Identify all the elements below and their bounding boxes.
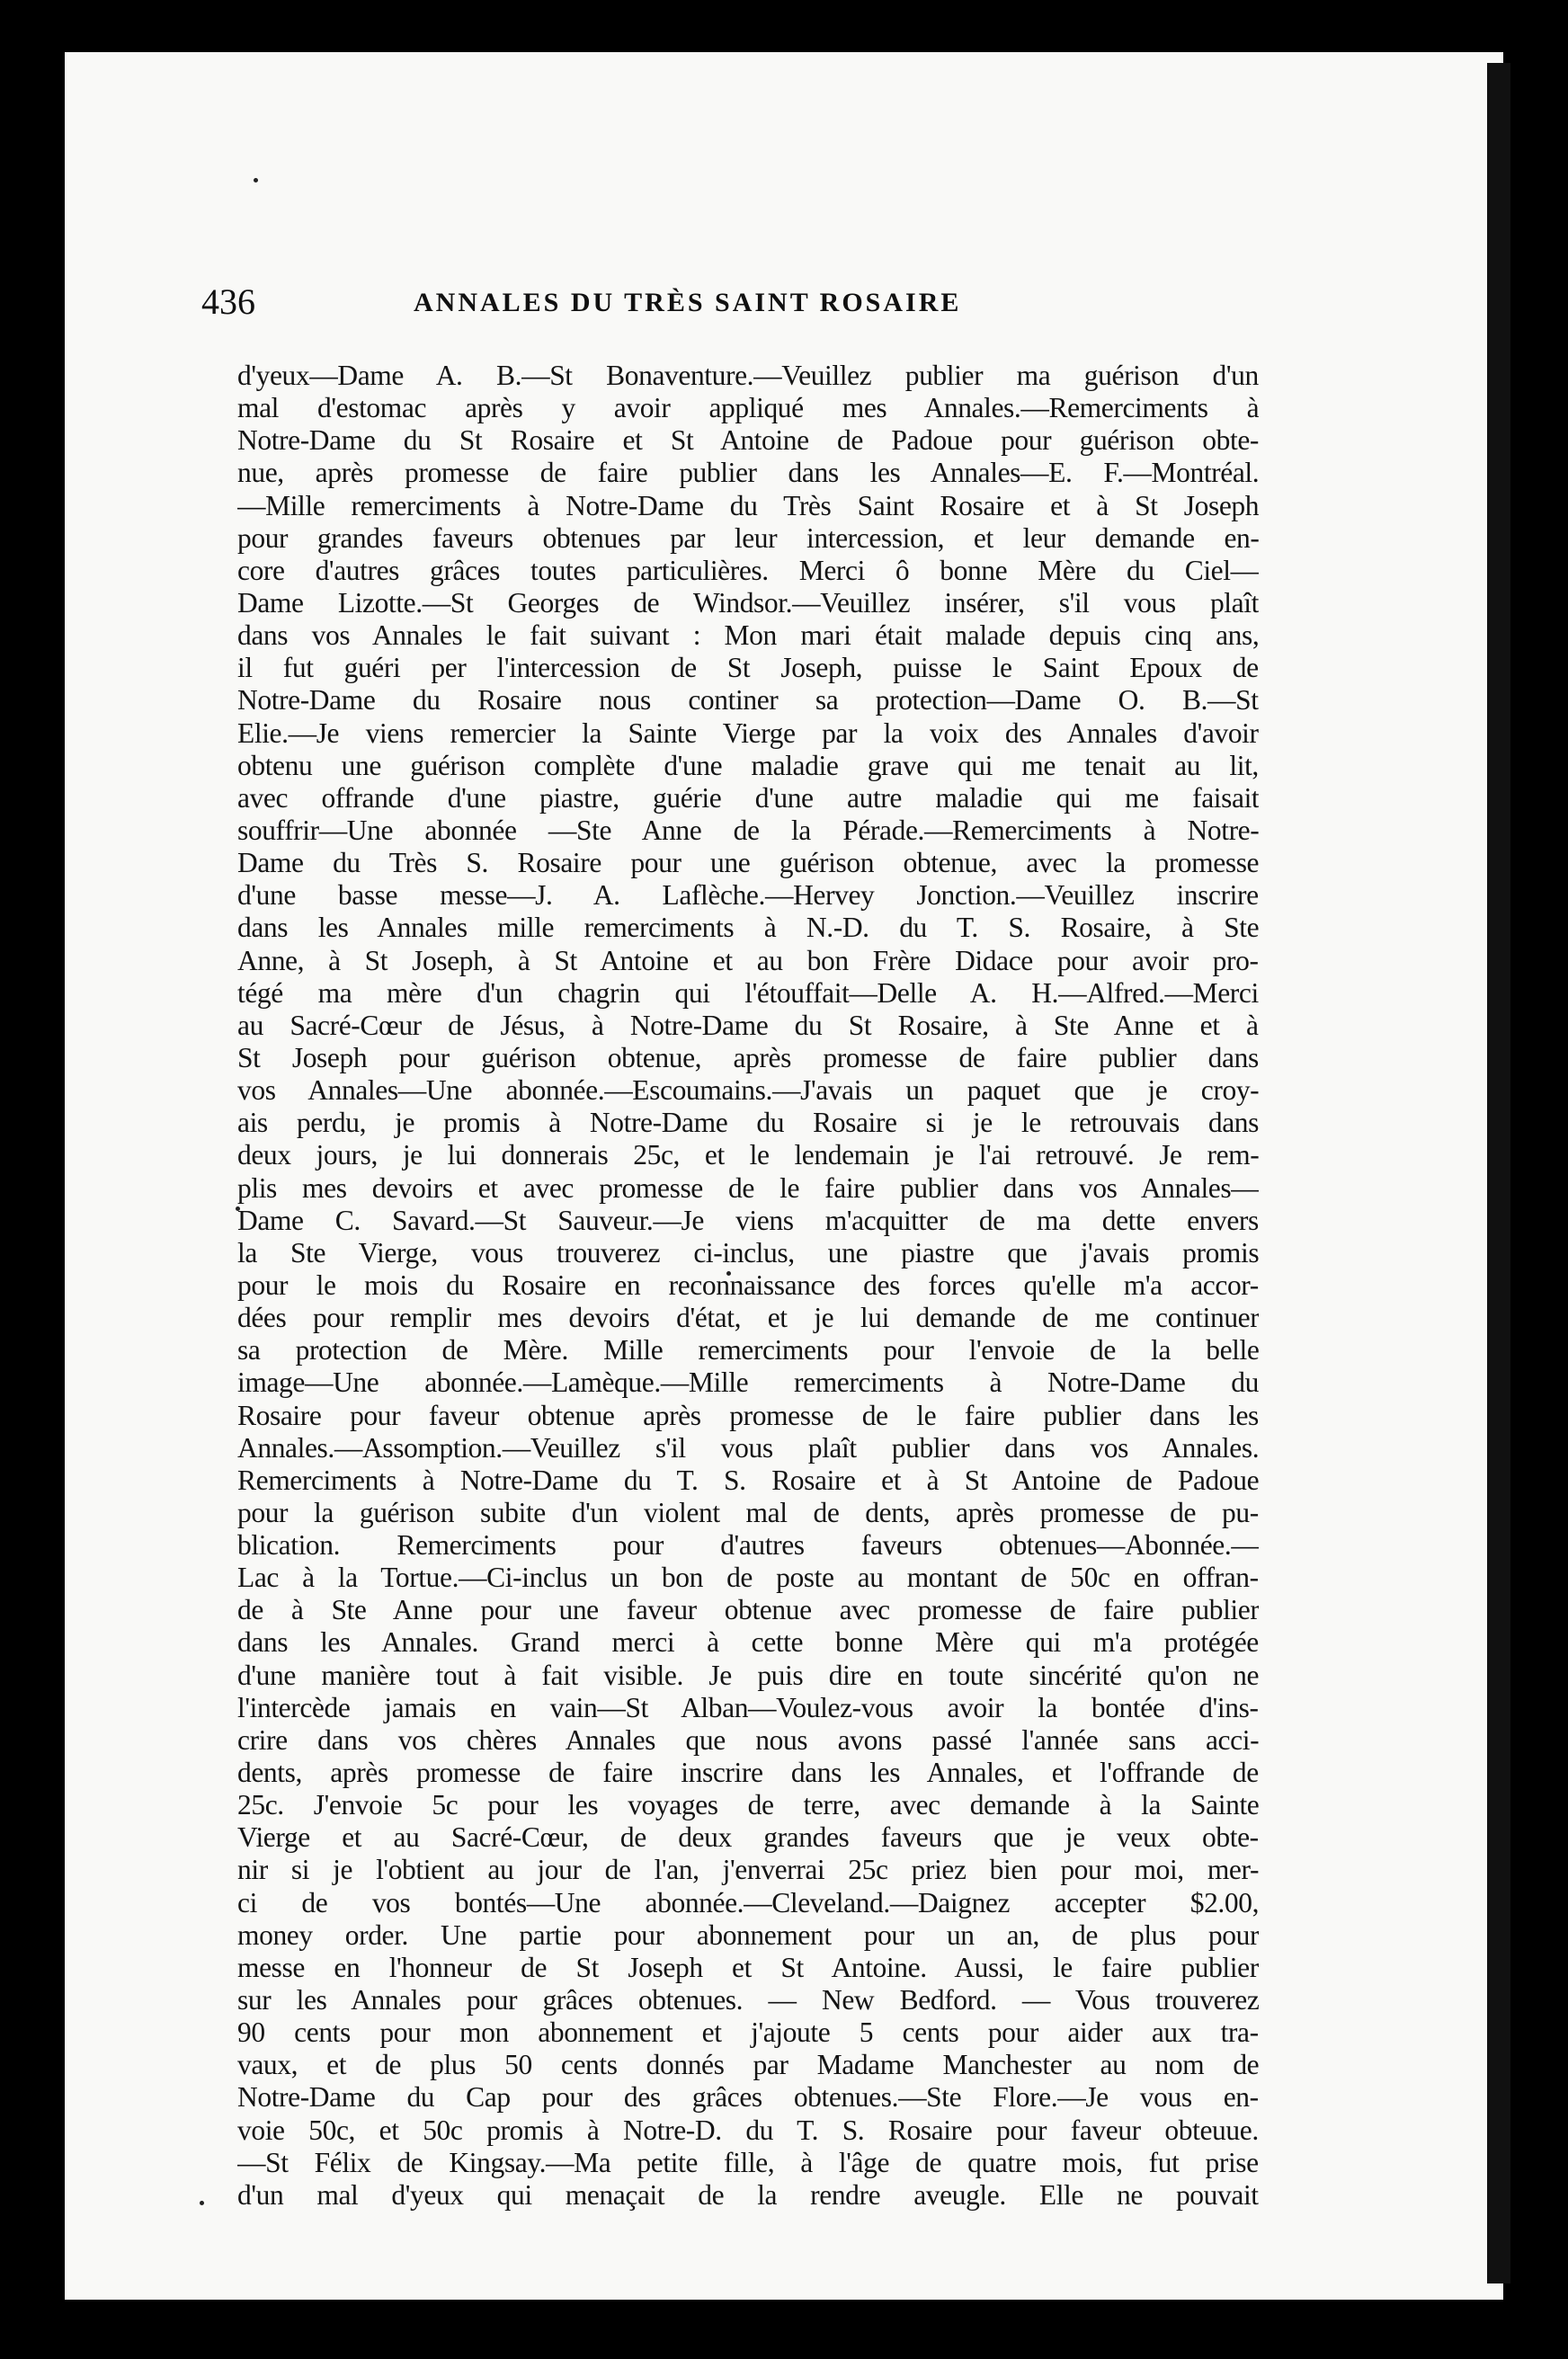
text-line: Lac à la Tortue.—Ci-inclus un bon de poste au montant de 50c en offran- [237, 1562, 1259, 1594]
text-line: dées pour remplir mes devoirs d'état, et je lui demande de me continuer [237, 1302, 1259, 1334]
text-line: —Mille remerciments à Notre-Dame du Très Saint Rosaire et à St Joseph [237, 489, 1259, 521]
text-line: Dame du Très S. Rosaire pour une guérison obtenue, avec la promesse [237, 847, 1259, 879]
text-line: Notre-Dame du Rosaire nous continer sa protection—Dame O. B.—St [237, 684, 1259, 717]
text-line: nue, après promesse de faire publier dans les Annales—E. F.—Montréal. [237, 457, 1259, 489]
text-line: avec offrande d'une piastre, guérie d'une autre maladie qui me faisait [237, 781, 1259, 814]
text-line: la Ste Vierge, vous trouverez ci-inclus, une piastre que j'avais promis [237, 1236, 1259, 1269]
text-line: ci de vos bontés—Une abonnée.—Cleveland.—Daignez accepter $2.00, [237, 1886, 1259, 1918]
text-line: crire dans vos chères Annales que nous avons passé l'année sans acci- [237, 1723, 1259, 1756]
text-line: d'un mal d'yeux qui menaçait de la rendre aveugle. Elle ne pouvait [237, 2178, 1259, 2211]
text-line: sur les Annales pour grâces obtenues. — New Bedford. — Vous trouverez [237, 1984, 1259, 2016]
text-line: St Joseph pour guérison obtenue, après promesse de faire publier dans [237, 1041, 1259, 1073]
text-line: money order. Une partie pour abonnement pour un an, de plus pour [237, 1918, 1259, 1951]
text-line: obtenu une guérison complète d'une maladie grave qui me tenait au lit, [237, 749, 1259, 781]
scan-speck [200, 2201, 204, 2205]
text-line: Vierge et au Sacré-Cœur, de deux grandes faveurs que je veux obte- [237, 1821, 1259, 1854]
text-line: vos Annales—Une abonnée.—Escoumains.—J'avais un paquet que je croy- [237, 1074, 1259, 1107]
page-header [201, 280, 1244, 334]
text-line: pour la guérison subite d'un violent mal de dents, après promesse de pu- [237, 1496, 1259, 1528]
text-line: voie 50c, et 50c promis à Notre-D. du T. S. Rosaire pour faveur obteuue. [237, 2114, 1259, 2146]
text-line: pour le mois du Rosaire en reconnaissance des forces qu'elle m'a accor- [237, 1269, 1259, 1301]
text-line: mal d'estomac après y avoir appliqué mes Annales.—Remerciments à [237, 392, 1259, 424]
text-line: 90 cents pour mon abonnement et j'ajoute 5 cents pour aider aux tra- [237, 2016, 1259, 2049]
text-line: dans les Annales mille remerciments à N.-D. du T. S. Rosaire, à Ste [237, 912, 1259, 944]
text-line: il fut guéri per l'intercession de St Joseph, puisse le Saint Epoux de [237, 652, 1259, 684]
text-line: dents, après promesse de faire inscrire dans les Annales, et l'offrande de [237, 1757, 1259, 1789]
scan-speck [254, 178, 258, 182]
text-line: Remerciments à Notre-Dame du T. S. Rosaire et à St Antoine de Padoue [237, 1464, 1259, 1496]
text-line: Elie.—Je viens remercier la Sainte Vierge par la voix des Annales d'avoir [237, 717, 1259, 749]
text-line: d'une manière tout à fait visible. Je puis dire en toute sincérité qu'on ne [237, 1659, 1259, 1691]
text-line: blication. Remerciments pour d'autres faveurs obtenues—Abonnée.— [237, 1529, 1259, 1562]
text-line: 25c. J'envoie 5c pour les voyages de terre, avec demande à la Sainte [237, 1789, 1259, 1821]
text-line: pour grandes faveurs obtenues par leur intercession, et leur demande en- [237, 521, 1259, 554]
text-line: l'intercède jamais en vain—St Alban—Voulez-vous avoir la bontée d'ins- [237, 1691, 1259, 1723]
text-line: nir si je l'obtient au jour de l'an, j'enverrai 25c priez bien pour moi, mer- [237, 1854, 1259, 1886]
text-line: vaux, et de plus 50 cents donnés par Madame Manchester au nom de [237, 2049, 1259, 2081]
text-line: tégé ma mère d'un chagrin qui l'étouffait—Delle A. H.—Alfred.—Merci [237, 976, 1259, 1009]
text-line: sa protection de Mère. Mille remerciments pour l'envoie de la belle [237, 1334, 1259, 1366]
text-line: Annales.—Assomption.—Veuillez s'il vous plaît publier dans vos Annales. [237, 1431, 1259, 1464]
page-number: 436 [201, 281, 255, 322]
text-line: Notre-Dame du Cap pour des grâces obtenues.—Ste Flore.—Je vous en- [237, 2081, 1259, 2114]
text-line: core d'autres grâces toutes particulières. Merci ô bonne Mère du Ciel— [237, 554, 1259, 586]
text-line: messe en l'honneur de St Joseph et St Antoine. Aussi, le faire publier [237, 1951, 1259, 1983]
text-line: d'une basse messe—J. A. Laflèche.—Hervey Jonction.—Veuillez inscrire [237, 879, 1259, 912]
running-title: ANNALES DU TRÈS SAINT ROSAIRE [414, 288, 962, 317]
text-line: souffrir—Une abonnée —Ste Anne de la Pérade.—Remerciments à Notre- [237, 814, 1259, 846]
text-line: deux jours, je lui donnerais 25c, et le lendemain je l'ai retrouvé. Je rem- [237, 1139, 1259, 1171]
text-line: Anne, à St Joseph, à St Antoine et au bon Frère Didace pour avoir pro- [237, 944, 1259, 976]
text-line: Notre-Dame du St Rosaire et St Antoine de Padoue pour guérison obte- [237, 424, 1259, 457]
text-line: dans les Annales. Grand merci à cette bonne Mère qui m'a protégée [237, 1626, 1259, 1659]
text-line: Dame C. Savard.—St Sauveur.—Je viens m'acquitter de ma dette envers [237, 1204, 1259, 1236]
article-body [237, 360, 1259, 2212]
text-line: image—Une abonnée.—Lamèque.—Mille remerciments à Notre-Dame du [237, 1366, 1259, 1399]
text-line: dans vos Annales le fait suivant : Mon mari était malade depuis cinq ans, [237, 619, 1259, 652]
text-line: d'yeux—Dame A. B.—St Bonaventure.—Veuillez publier ma guérison d'un [237, 360, 1259, 391]
text-line: ais perdu, je promis à Notre-Dame du Rosaire si je le retrouvais dans [237, 1107, 1259, 1139]
text-line: au Sacré-Cœur de Jésus, à Notre-Dame du St Rosaire, à Ste Anne et à [237, 1009, 1259, 1041]
text-line: —St Félix de Kingsay.—Ma petite fille, à l'âge de quatre mois, fut prise [237, 2146, 1259, 2178]
page-edge-shadow [1487, 63, 1510, 2283]
text-line: de à Ste Anne pour une faveur obtenue avec promesse de faire publier [237, 1594, 1259, 1626]
text-line: plis mes devoirs et avec promesse de le faire publier dans vos Annales— [237, 1171, 1259, 1204]
text-line: Rosaire pour faveur obtenue après promesse de le faire publier dans les [237, 1399, 1259, 1431]
text-line: Dame Lizotte.—St Georges de Windsor.—Veuillez insérer, s'il vous plaît [237, 586, 1259, 619]
